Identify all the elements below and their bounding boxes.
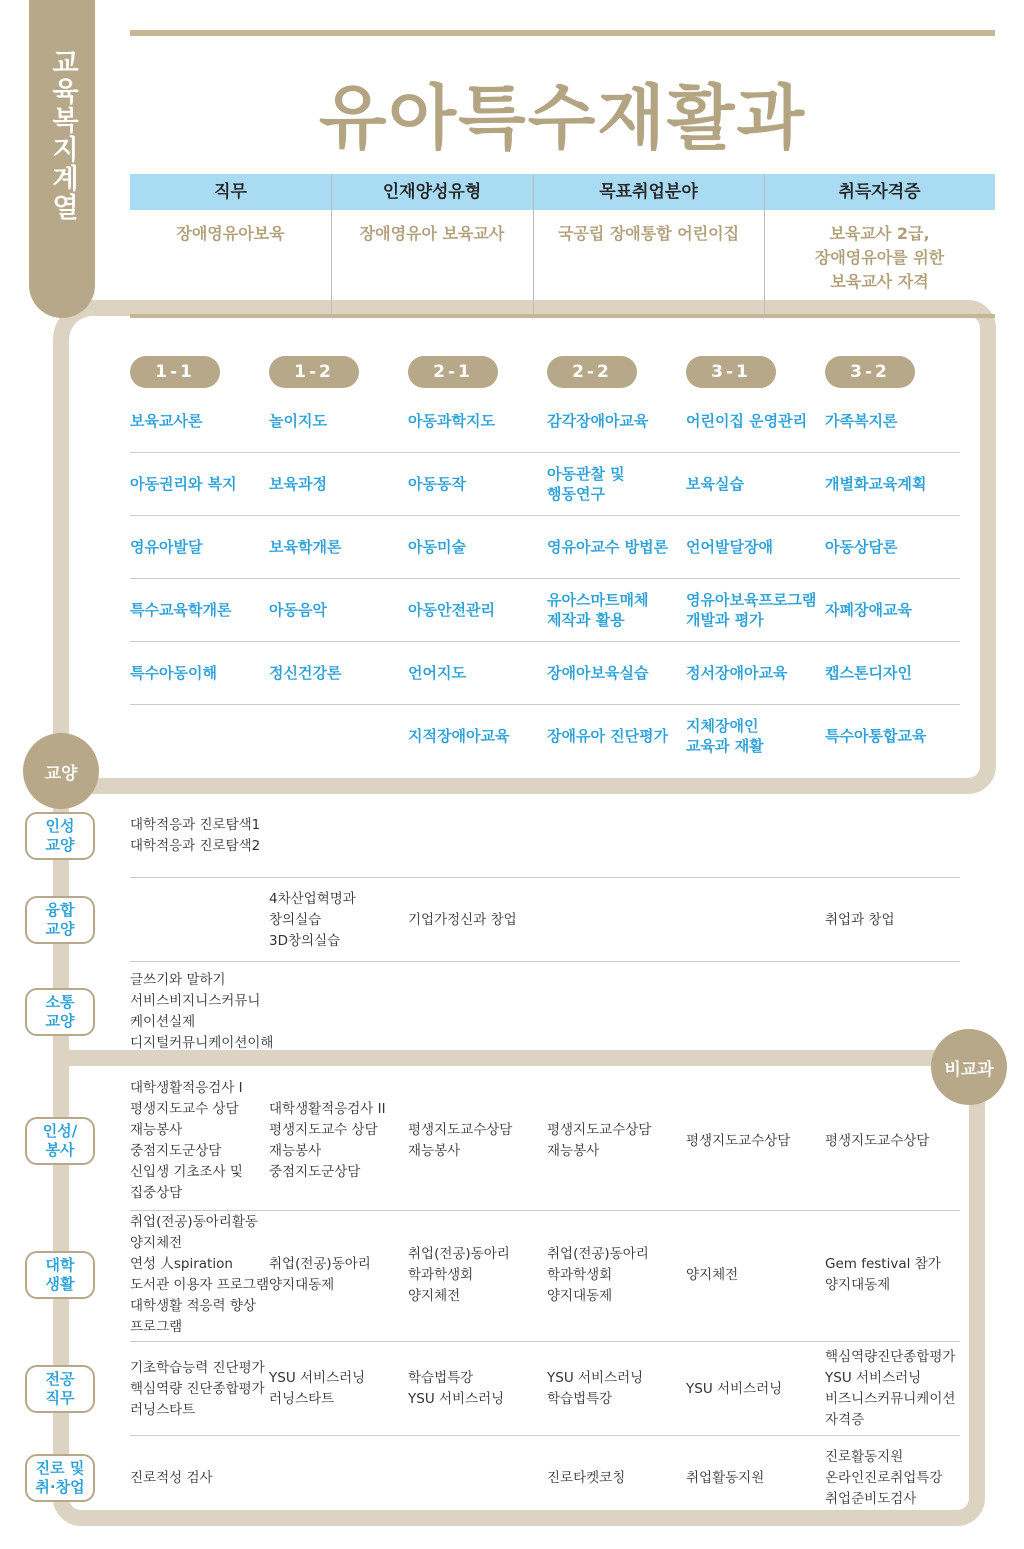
course-item bbox=[408, 600, 543, 620]
gyoyang-badge bbox=[23, 733, 99, 809]
bigyogwa-cell-line: 양지대동제 bbox=[825, 1277, 891, 1293]
gyoyang-cell-line: 서비스비지니스커뮤니 bbox=[130, 993, 261, 1009]
bigyogwa-cell bbox=[825, 1254, 965, 1296]
course-item bbox=[408, 663, 543, 683]
bigyogwa-cell-line: 연성 人spiration bbox=[130, 1256, 233, 1272]
course-name-line: 언어발달장애 bbox=[686, 538, 773, 556]
title-top-rule bbox=[130, 30, 995, 36]
course-name-line: 정신건강론 bbox=[269, 664, 342, 682]
bigyogwa-cell bbox=[408, 1368, 548, 1410]
course-row-divider bbox=[130, 578, 960, 579]
bigyogwa-cell-line: 취업(전공)동아리 bbox=[408, 1245, 510, 1262]
course-row-divider bbox=[130, 452, 960, 453]
bigyogwa-cell bbox=[130, 1358, 270, 1421]
info-value-line: 보육교사 자격 bbox=[830, 272, 929, 291]
bigyogwa-cell-line: Gem festival 참가 bbox=[825, 1256, 941, 1272]
gyoyang-badge-label: 교양 bbox=[44, 763, 78, 784]
bigyogwa-category-text bbox=[43, 1122, 77, 1160]
bigyogwa-cell-line: 중점지도군상담 bbox=[130, 1143, 222, 1159]
course-item bbox=[686, 663, 821, 683]
course-item bbox=[686, 590, 821, 630]
course-item bbox=[130, 537, 265, 557]
course-item bbox=[269, 474, 404, 494]
course-name-line: 장애아보육실습 bbox=[547, 664, 649, 682]
bigyogwa-category-line: 인성/ bbox=[42, 1122, 78, 1140]
bigyogwa-cell-line: YSU 서비스러닝 bbox=[269, 1370, 366, 1386]
course-name-line: 가족복지론 bbox=[825, 412, 898, 430]
course-name-line: 개별화교육계획 bbox=[825, 475, 927, 493]
info-column-divider bbox=[533, 174, 534, 314]
bigyogwa-cell-line: YSU 서비스러닝 bbox=[408, 1391, 505, 1407]
gyoyang-cell-line: 대학적응과 진로탐색1 bbox=[130, 817, 261, 833]
course-item bbox=[686, 411, 821, 431]
bigyogwa-cell-line: 중점지도군상담 bbox=[269, 1164, 361, 1180]
course-name-line: 아동과학지도 bbox=[408, 412, 495, 430]
info-value-line: 장애영유아를 위한 bbox=[814, 248, 945, 267]
course-item bbox=[825, 600, 960, 620]
bigyogwa-cell-line: 평생지도교수상담 bbox=[547, 1122, 652, 1138]
course-name-line: 개발과 평가 bbox=[686, 611, 764, 629]
gyoyang-category-line: 융합 bbox=[45, 901, 75, 919]
bigyogwa-row-divider bbox=[130, 1341, 960, 1342]
course-item bbox=[547, 663, 682, 683]
info-value bbox=[130, 222, 331, 246]
bigyogwa-cell bbox=[130, 1078, 270, 1204]
bigyogwa-cell bbox=[408, 1120, 548, 1162]
course-name-line: 특수교육학개론 bbox=[130, 601, 232, 619]
bigyogwa-cell-line: 자격증 bbox=[825, 1412, 865, 1428]
bigyogwa-row-divider bbox=[130, 1210, 960, 1211]
bigyogwa-cell-line: 학과학생회 bbox=[547, 1266, 613, 1283]
course-name-line: 특수아동이해 bbox=[130, 664, 217, 682]
course-name-line: 교육과 재활 bbox=[686, 737, 764, 755]
course-name-line: 아동상담론 bbox=[825, 538, 898, 556]
bigyogwa-cell bbox=[269, 1368, 409, 1410]
bigyogwa-badge-label: 비교과 bbox=[944, 1059, 994, 1080]
course-item bbox=[130, 663, 265, 683]
semester-pill: 3-1 bbox=[686, 356, 776, 388]
bigyogwa-cell-line: 양지체전 bbox=[130, 1235, 183, 1251]
bigyogwa-cell-line: 진로타켓코칭 bbox=[547, 1469, 626, 1486]
bigyogwa-category-line: 취·창업 bbox=[35, 1478, 85, 1496]
course-name-line: 캡스톤디자인 bbox=[825, 664, 912, 682]
bigyogwa-cell-line: 대학생활적응검사 II bbox=[269, 1101, 386, 1117]
course-name-line: 보육실습 bbox=[686, 475, 744, 493]
course-item bbox=[269, 411, 404, 431]
course-item bbox=[547, 411, 682, 431]
gyoyang-row-divider bbox=[130, 877, 960, 878]
course-item bbox=[825, 411, 960, 431]
course-name-line: 유아스마트매체 bbox=[547, 591, 649, 609]
course-name-line: 보육과정 bbox=[269, 475, 327, 493]
course-item bbox=[825, 474, 960, 494]
bigyogwa-cell-line: 학습법특강 bbox=[408, 1370, 474, 1386]
bigyogwa-category-label bbox=[25, 1251, 95, 1299]
bigyogwa-cell bbox=[825, 1347, 965, 1431]
bigyogwa-cell-line: 기초학습능력 진단평가 bbox=[130, 1359, 265, 1376]
bigyogwa-category-text bbox=[35, 1459, 84, 1497]
bigyogwa-cell-line: 대학생활 적응력 향상 bbox=[130, 1298, 256, 1314]
page-title: 유아특수재활과 bbox=[318, 77, 807, 159]
bigyogwa-cell-line: 평생지도교수상담 bbox=[408, 1122, 513, 1138]
gyoyang-cell-line: 창의실습 bbox=[269, 911, 322, 928]
course-name-line: 특수아통합교육 bbox=[825, 727, 927, 745]
gyoyang-cell-line: 3D창의실습 bbox=[269, 932, 341, 949]
course-name-line: 놀이지도 bbox=[269, 412, 327, 430]
bigyogwa-cell bbox=[269, 1099, 409, 1183]
bigyogwa-category-label bbox=[25, 1454, 95, 1502]
bigyogwa-cell bbox=[547, 1468, 687, 1489]
bigyogwa-cell bbox=[547, 1120, 687, 1162]
bigyogwa-cell-line: 러닝스타트 bbox=[269, 1391, 335, 1407]
bigyogwa-cell bbox=[686, 1131, 826, 1152]
bigyogwa-cell bbox=[825, 1447, 965, 1510]
bigyogwa-row-divider bbox=[130, 1435, 960, 1436]
bigyogwa-cell-line: 취업활동지원 bbox=[686, 1469, 765, 1486]
course-name-line: 정서장애아교육 bbox=[686, 664, 788, 682]
gyoyang-category-label bbox=[25, 812, 95, 860]
bigyogwa-cell bbox=[130, 1468, 270, 1489]
bigyogwa-cell bbox=[547, 1244, 687, 1307]
info-header: 취득자격증 bbox=[764, 174, 995, 210]
course-item bbox=[825, 663, 960, 683]
info-value-line: 국공립 장애통합 어린이집 bbox=[557, 224, 740, 243]
gyoyang-cell bbox=[130, 970, 274, 1054]
course-item bbox=[825, 537, 960, 557]
bigyogwa-category-line: 직무 bbox=[45, 1389, 75, 1407]
bigyogwa-category-text bbox=[46, 1256, 75, 1294]
info-header: 직무 bbox=[130, 174, 331, 210]
course-item bbox=[408, 474, 543, 494]
course-name-line: 보육교사론 bbox=[130, 412, 203, 430]
bigyogwa-cell-line: 러닝스타트 bbox=[130, 1401, 196, 1418]
bigyogwa-cell-line: 취업(전공)동아리 bbox=[269, 1256, 371, 1272]
info-column-divider bbox=[331, 174, 332, 314]
course-item bbox=[825, 726, 960, 746]
bigyogwa-cell-line: 재능봉사 bbox=[408, 1143, 461, 1159]
gyoyang-category-line: 교양 bbox=[45, 836, 75, 854]
bigyogwa-cell-line: 재능봉사 bbox=[130, 1122, 183, 1138]
bigyogwa-cell bbox=[686, 1468, 826, 1489]
department-pill bbox=[29, 0, 95, 318]
info-header: 인재양성유형 bbox=[331, 174, 533, 210]
gyoyang-category-label bbox=[25, 896, 95, 944]
bigyogwa-cell-line: 신입생 기초조사 및 bbox=[130, 1164, 243, 1180]
course-item bbox=[130, 411, 265, 431]
course-item bbox=[408, 726, 543, 746]
course-item bbox=[686, 716, 821, 756]
gyoyang-cell-line: 4차산업혁명과 bbox=[269, 890, 356, 907]
gyoyang-category-line: 인성 bbox=[45, 817, 75, 835]
gyoyang-category-label bbox=[25, 988, 95, 1036]
course-item bbox=[686, 537, 821, 557]
bigyogwa-category-line: 봉사 bbox=[45, 1141, 75, 1159]
semester-pill: 1-2 bbox=[269, 356, 359, 388]
course-name-line: 아동관찰 및 bbox=[547, 465, 625, 483]
gyoyang-row-divider bbox=[130, 961, 960, 962]
gyoyang-category-text bbox=[46, 817, 75, 855]
bigyogwa-cell bbox=[547, 1368, 687, 1410]
bigyogwa-cell-line: 양지대동제 bbox=[269, 1277, 335, 1293]
bigyogwa-cell-line: 집중상담 bbox=[130, 1185, 183, 1201]
info-value bbox=[331, 222, 533, 246]
bigyogwa-cell bbox=[686, 1265, 826, 1286]
bigyogwa-cell-line: 양지체전 bbox=[408, 1287, 461, 1304]
course-item bbox=[269, 537, 404, 557]
course-name-line: 자폐장애교육 bbox=[825, 601, 912, 619]
course-row-divider bbox=[130, 515, 960, 516]
gyoyang-category-text bbox=[46, 993, 75, 1031]
gyoyang-cell-line: 대학적응과 진로탐색2 bbox=[130, 838, 261, 854]
course-item bbox=[408, 411, 543, 431]
bigyogwa-category-line: 전공 bbox=[45, 1370, 75, 1388]
bigyogwa-cell-line: 취업(전공)동아리 bbox=[547, 1245, 649, 1262]
bigyogwa-cell-line: 양지체전 bbox=[686, 1266, 739, 1283]
bigyogwa-category-label bbox=[25, 1117, 95, 1165]
bigyogwa-cell-line: 취업준비도검사 bbox=[825, 1490, 917, 1507]
course-name-line: 보육학개론 bbox=[269, 538, 342, 556]
info-table-bottom-rule bbox=[130, 314, 995, 318]
course-item bbox=[269, 600, 404, 620]
bigyogwa-cell-line: YSU 서비스러닝 bbox=[825, 1370, 922, 1386]
bigyogwa-cell-line: YSU 서비스러닝 bbox=[686, 1380, 783, 1397]
bigyogwa-cell-line: 온라인진로취업특강 bbox=[825, 1469, 943, 1486]
course-row-divider bbox=[130, 641, 960, 642]
gyoyang-cell bbox=[408, 910, 548, 931]
info-value bbox=[764, 222, 995, 294]
gyoyang-cell-line: 케이션실제 bbox=[130, 1014, 196, 1030]
bigyogwa-cell-line: YSU 서비스러닝 bbox=[547, 1370, 644, 1386]
course-name-line: 행동연구 bbox=[547, 485, 605, 503]
info-value-line: 장애영유아 보육교사 bbox=[359, 224, 505, 243]
info-value-line: 장애영유아보육 bbox=[176, 224, 285, 243]
gyoyang-category-line: 소통 bbox=[45, 993, 75, 1011]
info-value-line: 보육교사 2급, bbox=[829, 224, 930, 243]
bigyogwa-category-label bbox=[25, 1365, 95, 1413]
gyoyang-category-line: 교양 bbox=[45, 920, 75, 938]
course-name-line: 지적장애아교육 bbox=[408, 727, 510, 745]
gyoyang-cell-line: 취업과 창업 bbox=[825, 911, 895, 928]
semester-pill: 2-1 bbox=[408, 356, 498, 388]
semester-pill: 2-2 bbox=[547, 356, 637, 388]
bigyogwa-cell bbox=[408, 1244, 548, 1307]
bigyogwa-category-line: 진로 및 bbox=[35, 1459, 85, 1477]
course-item bbox=[547, 464, 682, 504]
course-name-line: 영유아보육프로그램 bbox=[686, 591, 817, 609]
gyoyang-cell bbox=[269, 889, 409, 952]
bigyogwa-cell-line: 평생지도교수상담 bbox=[825, 1132, 930, 1149]
course-name-line: 아동권리와 복지 bbox=[130, 475, 237, 493]
course-name-line: 언어지도 bbox=[408, 664, 466, 682]
bigyogwa-cell-line: 핵심역량 진단종합평가 bbox=[130, 1380, 265, 1397]
course-name-line: 제작과 활용 bbox=[547, 611, 625, 629]
bigyogwa-cell-line: 평생지도교수 상담 bbox=[269, 1122, 378, 1138]
bigyogwa-cell-line: 양지대동제 bbox=[547, 1287, 613, 1304]
gyoyang-cell bbox=[825, 910, 965, 931]
course-item bbox=[130, 600, 265, 620]
bigyogwa-cell bbox=[269, 1254, 409, 1296]
bigyogwa-cell-line: 취업(전공)동아리활동 bbox=[130, 1214, 258, 1230]
bigyogwa-cell-line: 평생지도교수상담 bbox=[686, 1132, 791, 1149]
bigyogwa-cell-line: 비즈니스커뮤니케이션 bbox=[825, 1391, 956, 1407]
course-item bbox=[408, 537, 543, 557]
course-name-line: 어린이집 운영관리 bbox=[686, 412, 808, 430]
info-header: 목표취업분야 bbox=[533, 174, 764, 210]
course-name-line: 영유아발달 bbox=[130, 538, 203, 556]
gyoyang-category-line: 교양 bbox=[45, 1012, 75, 1030]
department-label: 교육복지계열 bbox=[47, 48, 78, 222]
course-item bbox=[130, 474, 265, 494]
course-name-line: 아동미술 bbox=[408, 538, 466, 556]
course-name-line: 영유아교수 방법론 bbox=[547, 538, 669, 556]
course-name-line: 아동동작 bbox=[408, 475, 466, 493]
info-value bbox=[533, 222, 764, 246]
gyoyang-cell bbox=[130, 815, 270, 857]
gyoyang-category-text bbox=[46, 901, 75, 939]
bigyogwa-category-text bbox=[46, 1370, 75, 1408]
course-item bbox=[547, 590, 682, 630]
course-name-line: 지체장애인 bbox=[686, 717, 759, 735]
semester-pill: 1-1 bbox=[130, 356, 220, 388]
course-name-line: 아동안전관리 bbox=[408, 601, 495, 619]
bigyogwa-cell-line: 재능봉사 bbox=[547, 1143, 600, 1159]
bigyogwa-cell-line: 재능봉사 bbox=[269, 1143, 322, 1159]
course-item bbox=[269, 663, 404, 683]
gyoyang-cell-line: 글쓰기와 말하기 bbox=[130, 972, 226, 988]
bigyogwa-cell-line: 학습법특강 bbox=[547, 1391, 613, 1407]
gyoyang-cell-line: 디지털커뮤니케이션이해 bbox=[130, 1035, 274, 1051]
bigyogwa-cell-line: 프로그램 bbox=[130, 1319, 183, 1335]
bigyogwa-category-line: 생활 bbox=[45, 1275, 75, 1293]
bigyogwa-category-line: 대학 bbox=[45, 1256, 75, 1274]
course-item bbox=[547, 726, 682, 746]
course-item bbox=[686, 474, 821, 494]
course-name-line: 장애유아 진단평가 bbox=[547, 727, 669, 745]
bigyogwa-cell-line: 평생지도교수 상담 bbox=[130, 1101, 239, 1117]
bigyogwa-cell bbox=[825, 1131, 965, 1152]
course-item bbox=[547, 537, 682, 557]
bigyogwa-cell bbox=[130, 1212, 270, 1338]
semester-pill: 3-2 bbox=[825, 356, 915, 388]
bigyogwa-cell-line: 대학생활적응검사 I bbox=[130, 1080, 243, 1096]
course-row-divider bbox=[130, 704, 960, 705]
course-name-line: 아동음악 bbox=[269, 601, 327, 619]
course-name-line: 감각장애아교육 bbox=[547, 412, 649, 430]
gyoyang-cell-line: 기업가정신과 창업 bbox=[408, 911, 517, 928]
bigyogwa-cell-line: 핵심역량진단종합평가 bbox=[825, 1349, 956, 1365]
bigyogwa-cell-line: 도서관 이용자 프로그램 bbox=[130, 1277, 269, 1293]
bigyogwa-cell-line: 진로적성 검사 bbox=[130, 1469, 213, 1486]
bigyogwa-cell bbox=[686, 1379, 826, 1400]
bigyogwa-cell-line: 학과학생회 bbox=[408, 1266, 474, 1283]
info-column-divider bbox=[764, 174, 765, 314]
bigyogwa-badge bbox=[931, 1029, 1007, 1105]
bigyogwa-cell-line: 진로활동지원 bbox=[825, 1448, 904, 1465]
